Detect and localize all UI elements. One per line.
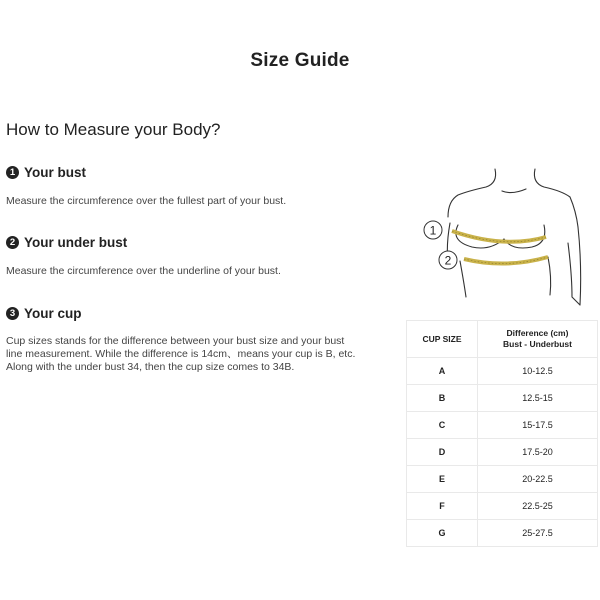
table-row <box>407 493 598 520</box>
diff-cell: 17.5-20 <box>478 439 598 466</box>
diff-cell: 15-17.5 <box>478 412 598 439</box>
diff-cell: 20-22.5 <box>478 466 598 493</box>
step-3-title: Your cup <box>24 306 82 321</box>
cup-cell: D <box>407 439 478 466</box>
step-3-number-icon: 3 <box>6 307 19 320</box>
table-row <box>407 520 598 547</box>
cup-cell: E <box>407 466 478 493</box>
diff-cell: 10-12.5 <box>478 358 598 385</box>
header-difference <box>478 321 598 358</box>
marker-1-label: 1 <box>429 223 437 238</box>
header-difference-line-1: Difference (cm) <box>506 328 569 338</box>
table-row <box>407 358 598 385</box>
step-1-heading <box>6 165 86 180</box>
step-1-title: Your bust <box>24 165 86 180</box>
step-3-description <box>6 335 355 374</box>
marker-2-icon <box>439 251 457 269</box>
diff-cell: 22.5-25 <box>478 493 598 520</box>
marker-2-label: 2 <box>444 253 452 268</box>
header-cup-size: CUP SIZE <box>407 321 478 358</box>
diff-cell: 12.5-15 <box>478 385 598 412</box>
table-row <box>407 412 598 439</box>
table-header-row <box>407 321 598 358</box>
cup-cell: F <box>407 493 478 520</box>
cup-cell: A <box>407 358 478 385</box>
step-2-number-icon: 2 <box>6 236 19 249</box>
step-2-description: Measure the circumference over the underline of your bust. <box>6 265 281 277</box>
table-row <box>407 439 598 466</box>
header-difference-line-2: Bust - Underbust <box>503 339 572 349</box>
table-row <box>407 466 598 493</box>
step-1-number-icon: 1 <box>6 166 19 179</box>
page-title: Size Guide <box>250 50 350 71</box>
table-row <box>407 385 598 412</box>
step-2-title: Your under bust <box>24 235 128 250</box>
step-3-line-1: Cup sizes stands for the difference between your bust size and your bust <box>6 335 345 347</box>
step-3-heading <box>6 306 82 321</box>
step-1-description: Measure the circumference over the fullest part of your bust. <box>6 195 287 207</box>
diff-cell: 25-27.5 <box>478 520 598 547</box>
step-2-heading <box>6 235 127 250</box>
cup-cell: B <box>407 385 478 412</box>
step-3-line-3: Along with the under bust 34, then the cup size comes to 34B. <box>6 361 295 373</box>
cup-cell: C <box>407 412 478 439</box>
cup-cell: G <box>407 520 478 547</box>
cup-size-table <box>406 320 598 547</box>
marker-1-icon <box>424 221 442 239</box>
step-3-line-2: line measurement. While the difference is 14cm、means your cup is B, etc. <box>6 348 356 360</box>
section-subtitle: How to Measure your Body? <box>6 120 221 139</box>
body-measurement-illustration <box>420 165 590 310</box>
underbust-tape <box>464 257 548 264</box>
